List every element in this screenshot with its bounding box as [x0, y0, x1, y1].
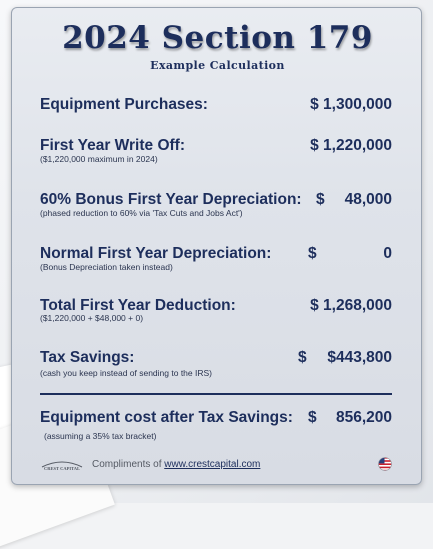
card-subtitle: Example Calculation	[150, 59, 285, 72]
us-flag-icon	[378, 457, 392, 471]
footer	[40, 457, 392, 473]
row-note: ($1,220,000 + $48,000 + 0)	[40, 313, 144, 323]
row-label: Equipment cost after Tax Savings:	[40, 409, 293, 426]
card-title: 2024 Section 179	[62, 20, 373, 56]
row-note: (phased reduction to 60% via 'Tax Cuts and Jobs Act')	[40, 208, 243, 218]
crest-capital-logo-icon	[40, 459, 84, 471]
row-value: $ 1,300,000	[310, 96, 392, 113]
row-note: (cash you keep instead of sending to the IRS)	[40, 368, 212, 378]
row-value: $ 1,220,000	[310, 137, 392, 154]
section-179-card	[11, 7, 422, 485]
row-value: $443,800	[327, 349, 392, 366]
row-note: ($1,220,000 maximum in 2024)	[40, 154, 158, 164]
row-value: 856,200	[335, 409, 392, 426]
compliments-label: Compliments of	[92, 459, 165, 470]
row-value: $ 1,268,000	[310, 297, 392, 314]
row-value: 48,000	[344, 191, 392, 208]
crestcapital-link[interactable]: www.crestcapital.com	[164, 459, 261, 470]
row-note: (assuming a 35% tax bracket)	[44, 431, 157, 441]
row-dollar-sign: $	[308, 245, 317, 262]
row-label: Total First Year Deduction:	[40, 297, 236, 314]
row-label: First Year Write Off:	[40, 137, 185, 154]
row-dollar-sign: $	[298, 349, 307, 366]
compliments-text	[92, 459, 260, 470]
row-value: 0	[383, 245, 392, 262]
row-dollar-sign: $	[308, 409, 317, 426]
row-label: 60% Bonus First Year Depreciation:	[40, 191, 302, 208]
row-label: Normal First Year Depreciation:	[40, 245, 272, 262]
row-label: Tax Savings:	[40, 349, 135, 366]
row-label: Equipment Purchases:	[40, 96, 208, 113]
divider	[40, 393, 392, 395]
svg-text:CREST CAPITAL: CREST CAPITAL	[44, 466, 80, 471]
row-dollar-sign: $	[316, 191, 325, 208]
row-note: (Bonus Depreciation taken instead)	[40, 262, 173, 272]
